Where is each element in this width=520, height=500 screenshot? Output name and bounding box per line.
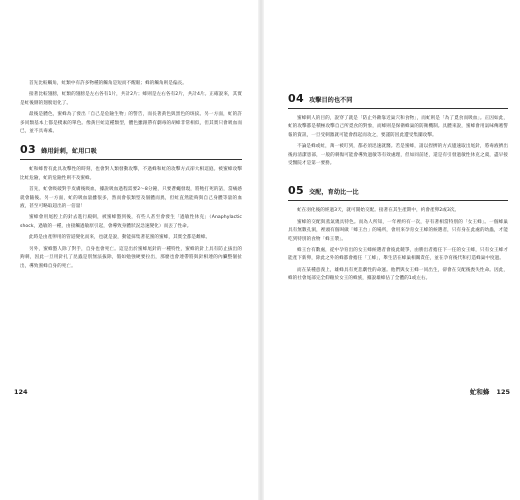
- right-text-column: [288, 92, 508, 284]
- section-03-paragraph-3: 蜜蜂會用尾腔上的針去進行殿刺，被蜜蜂螫到後，有些人甚至會發生「過敏性休克」（Anaphylactic shock，過敏的一種，由接觸過敏原引起，會導致身體狀況急速變化）而丟了性命。: [20, 215, 242, 229]
- intro-paragraph-1: 首先比較觸角，虻類中有許多物種的觸角是短而不醒眼；蜂的觸角則是偏長。: [29, 81, 187, 86]
- running-book-title: 虻和蜂: [469, 388, 490, 396]
- section-03-paragraph-1: 虻和蜂皆有此具攻擊性的時刻，也會對人類發動攻擊，不過蜂和虻的攻擊方式卻大相逕庭。被蜜蜂攻擊比虻危險，虻的危險性則不及蜜蜂。: [20, 167, 242, 181]
- section-heading-04: [288, 92, 508, 109]
- section-03-paragraph-2: 首先，虻會吸破對手皮膚後吸血，據說吸血過程需要2～8分鐘，只要蒼蠅發現，將牠打死的話，當痛感就會隨後。另一方面，虻的吸血量雖很多，然而會依類型及個體而異，但虻直然能夠與自己身體等量的血液，甚至可略取超出的一倍量！: [20, 187, 242, 210]
- section-heading-03: [20, 143, 242, 160]
- section-title: 交配，育幼比一比: [309, 189, 359, 197]
- section-05-paragraph-1: 虻在羽化後的經過3天，就可開始交配。接著在其生產期中，約會產卵2或3次。: [297, 208, 460, 214]
- page-number-left: 124: [14, 388, 28, 396]
- intro-paragraph-3: 最後是體色，蜜蜂為了發出「自己是危險生物」的警告，而長著黃色與黑色的斑紋。另一方面，虻的許多同類基本上都是樸素的單色。像黃巨虻這種類型，體色雖跟帶有劇毒的胡蜂非常相似，但其實只會吸血而已，並不具毒素。: [20, 112, 242, 135]
- section-05-paragraph-4: 而在某種意義上，雄蜂具有更悲劇性的命運。他們與女王蜂一同出生，卻會在交配後喪失性命。因此，蜂的社會尾部完全仰賴於女王的蜂族，據說雄蜂佔了全體的1或左右。: [288, 267, 508, 282]
- left-page: [0, 0, 258, 500]
- intro-paragraph-2: 接著比較翅膀，虻類的翅膀是左右各有1片，共計2片；蜂則是左右各有2片，共計4片。正確說來，其實是虻後側的翅膀退化了。: [20, 92, 242, 106]
- section-05-paragraph-2: 蜜蜂的交配與蒸氣幾具特色。而為人所知，一年裡約有一次，存有著相當特別的「女王蜂」。一個蜂巢具有無數孔洞，裡頭有個叫做「蜂王台」的場所，會用來孕育女王蜂的候選者，只有身在此處的幼蟲，才能吃到特別的食物「蜂王漿」。: [288, 219, 508, 242]
- section-04-paragraph-2: 不論是蜂或虻，萬一被叮到，都必須迅速就醫。若是蜜蜂，請以捏擠的方式儘速取出尾針，將毒液擠出後再清潔患部，一般的刺傷可能會導致過敏等有效處理，但如同前述，還是有引發過敏性休克之虞，盡早接受醫院才是第一要務。: [288, 144, 508, 167]
- right-page-footer: [470, 387, 510, 396]
- page-number-right: 125: [496, 388, 510, 396]
- section-number: 03: [20, 143, 37, 157]
- section-number: 05: [288, 184, 305, 198]
- section-title: 攻擊目的也不同: [309, 97, 353, 104]
- right-page: [264, 0, 520, 500]
- section-05-paragraph-3: 蜂王台有數處，從中孕育出的女王蜂候選者會彼此競爭，由勝出者擔任下一任的女王蜂，只有女王蜂才能產下新卵，除此之外的蜂都會擔任「工蜂」，舉生活在蜂巢相關責任，並在孕育後代和打造蜂巢中度過。: [288, 248, 508, 262]
- section-heading-05: [288, 184, 508, 201]
- section-number: 04: [288, 92, 305, 105]
- left-text-column: [20, 80, 242, 271]
- section-03-paragraph-4: 此時是由產卵用的管道變化而來，也就是說，動能採集著花蜜的蜜蜂，其實全都是雌蜂。: [29, 235, 211, 241]
- section-03-paragraph-5: 另外，蜜蜂螫人除了對手，自身也會死亡。這是出於蜜蜂尾針的一種特性，蜜蜂的針上具有防止拔出的鉤刺，因此一旦用針扎了昆蟲是別無法拔除，假如勉強硬要拉出，那麼也會連帶將與針相連的內臟整個扯出，導致蜜蜂自身的死亡。: [20, 246, 242, 269]
- section-title: 蜂用針刺，虻用口吸: [41, 148, 97, 156]
- section-04-paragraph-1: 蜜蜂刺人的目的，說穿了就是「防止外敵靠近巢穴和食物」，而虻則是「為了覓食而吸血」。正因如此，虻的攻擊都是積極攻擊自己所覓食的對象，而蜂則是保衛蜂巢的防衛機制。具體來說，蜜蜂會用氣味傳遞警報的資訊，一旦受刺激就可能會群起而攻之，要謹防因此遭受集團攻擊。: [288, 116, 508, 138]
